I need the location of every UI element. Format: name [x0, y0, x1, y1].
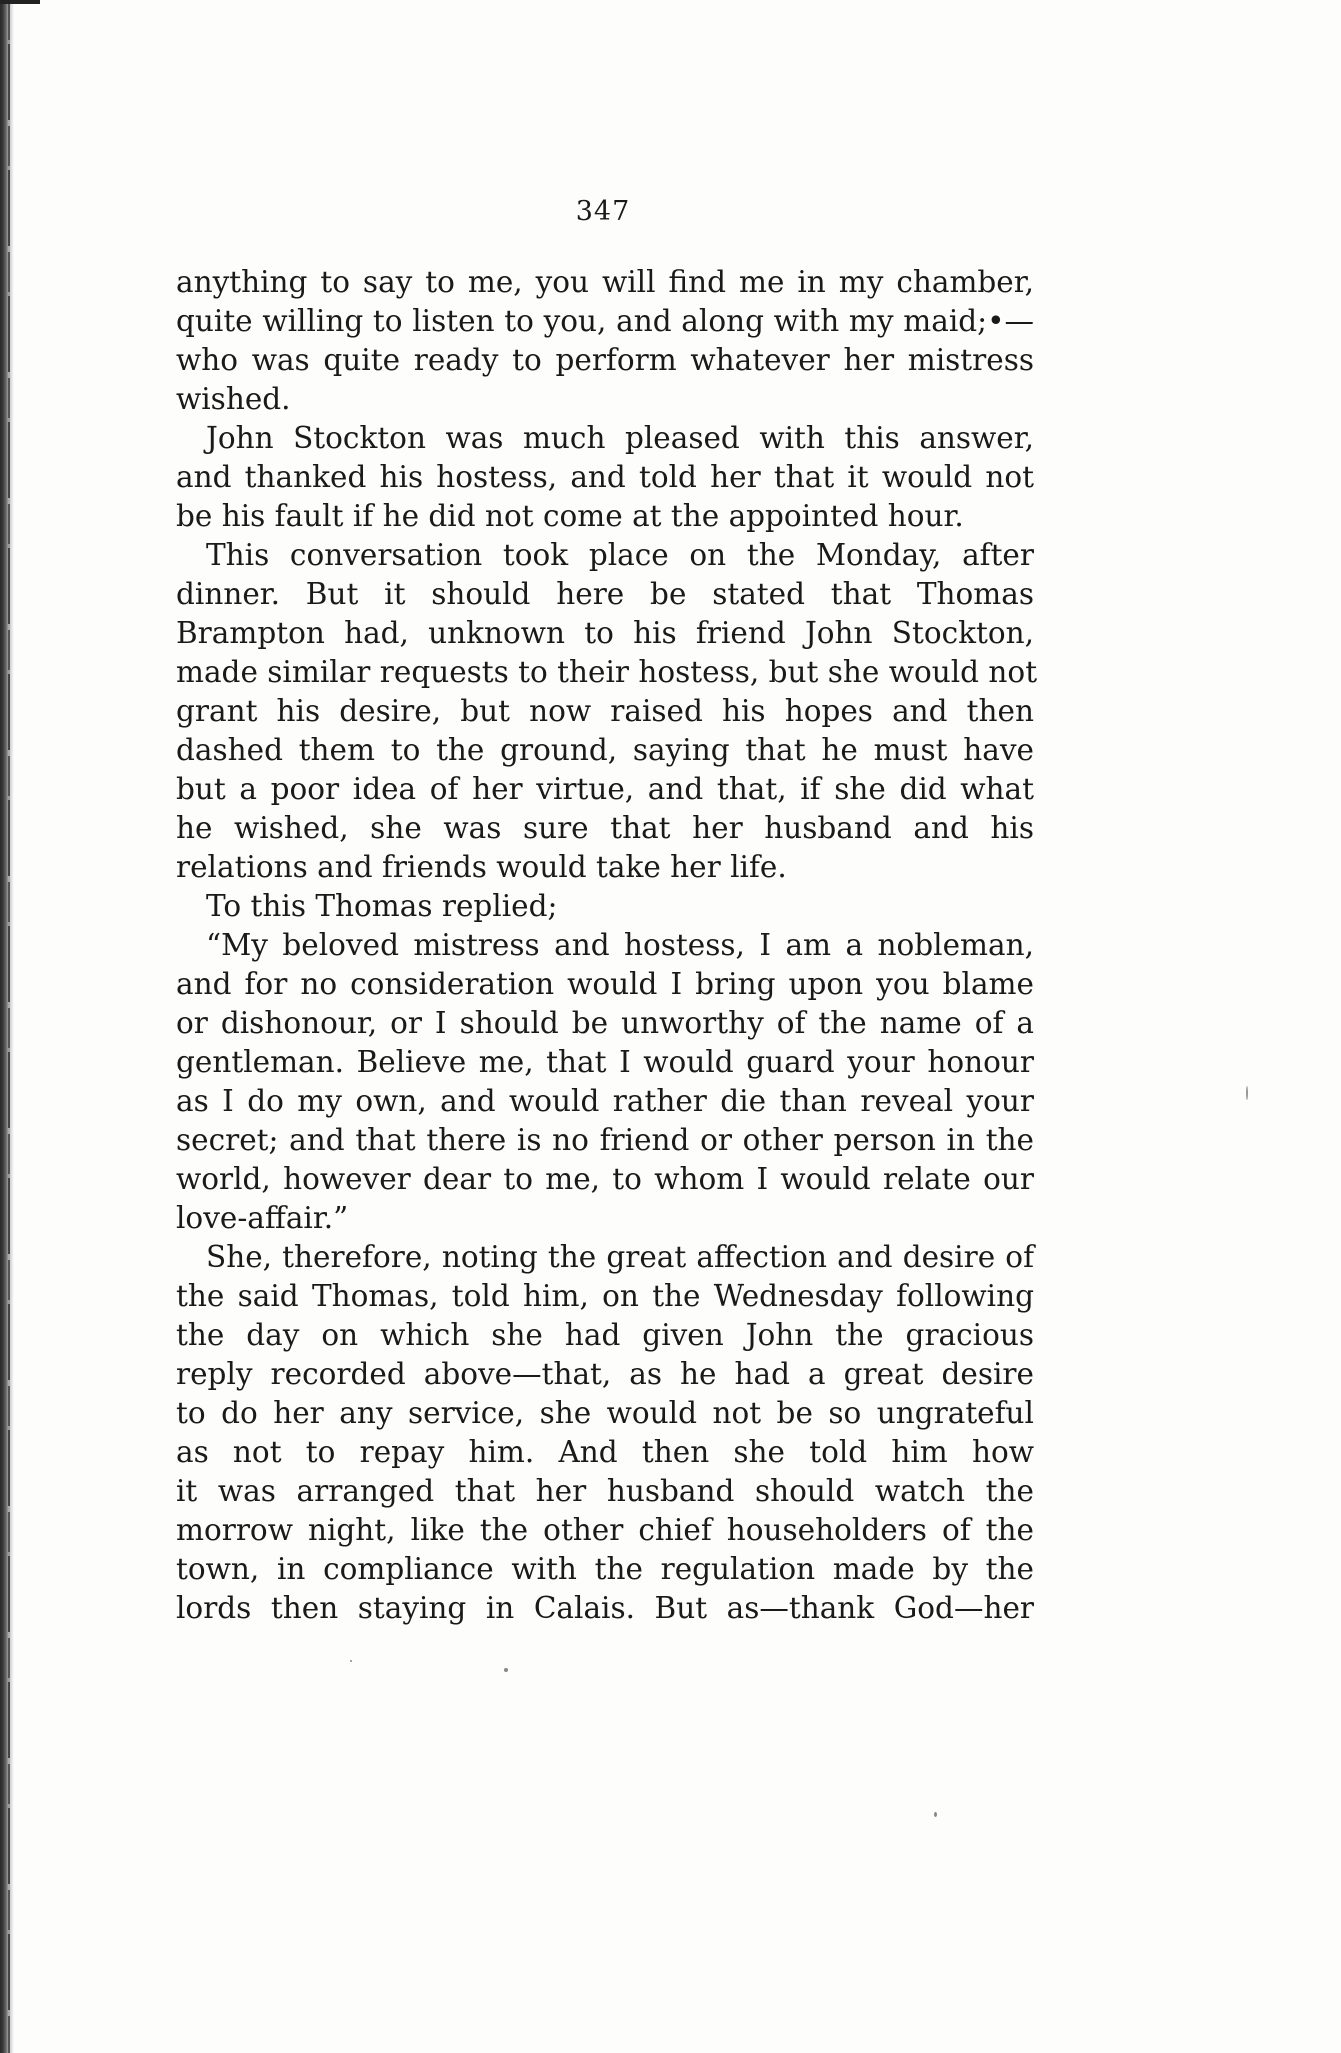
text-line: the day on which she had given John the gracious [176, 1318, 1034, 1352]
text-line: John Stockton was much pleased with this answer, [206, 421, 1034, 455]
text-line: as not to repay him. And then she told him how [176, 1435, 1034, 1469]
text-line: and for no consideration would I bring upon you blame [176, 967, 1034, 1001]
text-line: it was arranged that her husband should watch the [176, 1474, 1034, 1508]
text-line: dinner. But it should here be stated that Thomas [176, 577, 1034, 611]
text-line: wished. [176, 382, 291, 416]
text-line: be his fault if he did not come at the appointed hour. [176, 499, 964, 533]
text-line: town, in compliance with the regulation made by the [176, 1552, 1034, 1586]
text-line: secret; and that there is no friend or other person in the [176, 1123, 1034, 1157]
text-line: This conversation took place on the Monday, after [206, 538, 1034, 572]
text-line: reply recorded above—that, as he had a great desire [176, 1357, 1034, 1391]
text-line: he wished, she was sure that her husband and his [176, 811, 1034, 845]
text-line: the said Thomas, told him, on the Wednesday following [176, 1279, 1034, 1313]
text-line: to do her any service, she would not be so ungrateful [176, 1396, 1034, 1430]
text-line: who was quite ready to perform whatever her mistress [176, 343, 1034, 377]
scan-speck [1246, 1086, 1248, 1100]
text-line: grant his desire, but now raised his hopes and then [176, 694, 1034, 728]
text-line: Brampton had, unknown to his friend John Stockton, [176, 616, 1034, 650]
text-line: and thanked his hostess, and told her that it would not [176, 460, 1034, 494]
text-line: but a poor idea of her virtue, and that, if she did what [176, 772, 1034, 806]
text-line: dashed them to the ground, saying that he must have [176, 733, 1034, 767]
scan-corner-mark [0, 0, 40, 4]
text-line: morrow night, like the other chief householders of the [176, 1513, 1034, 1547]
text-line: made similar requests to their hostess, but she would not [176, 655, 1038, 689]
scan-speck [504, 1668, 508, 1672]
scan-speck [350, 1660, 352, 1662]
text-line: quite willing to listen to you, and along with my maid;•— [176, 304, 1034, 338]
text-line: “My beloved mistress and hostess, I am a nobleman, [206, 928, 1034, 962]
text-line: She, therefore, noting the great affection and desire of [206, 1240, 1034, 1274]
text-line: gentleman. Believe me, that I would guard your honour [176, 1045, 1034, 1079]
page-number: 347 [575, 196, 631, 227]
text-line: world, however dear to me, to whom I would relate our [176, 1162, 1034, 1196]
scan-speck [934, 1812, 937, 1817]
body-text [176, 263, 1038, 1628]
text-line: love-affair.” [176, 1201, 349, 1235]
text-line: To this Thomas replied; [206, 889, 558, 923]
binding-edge [0, 0, 14, 2053]
text-line: relations and friends would take her life. [176, 850, 787, 884]
text-line: as I do my own, and would rather die than reveal your [176, 1084, 1034, 1118]
text-line: lords then staying in Calais. But as—thank God—her [176, 1591, 1034, 1625]
text-line: or dishonour, or I should be unworthy of the name of a [176, 1006, 1034, 1040]
text-line: anything to say to me, you will find me in my chamber, [176, 265, 1034, 299]
